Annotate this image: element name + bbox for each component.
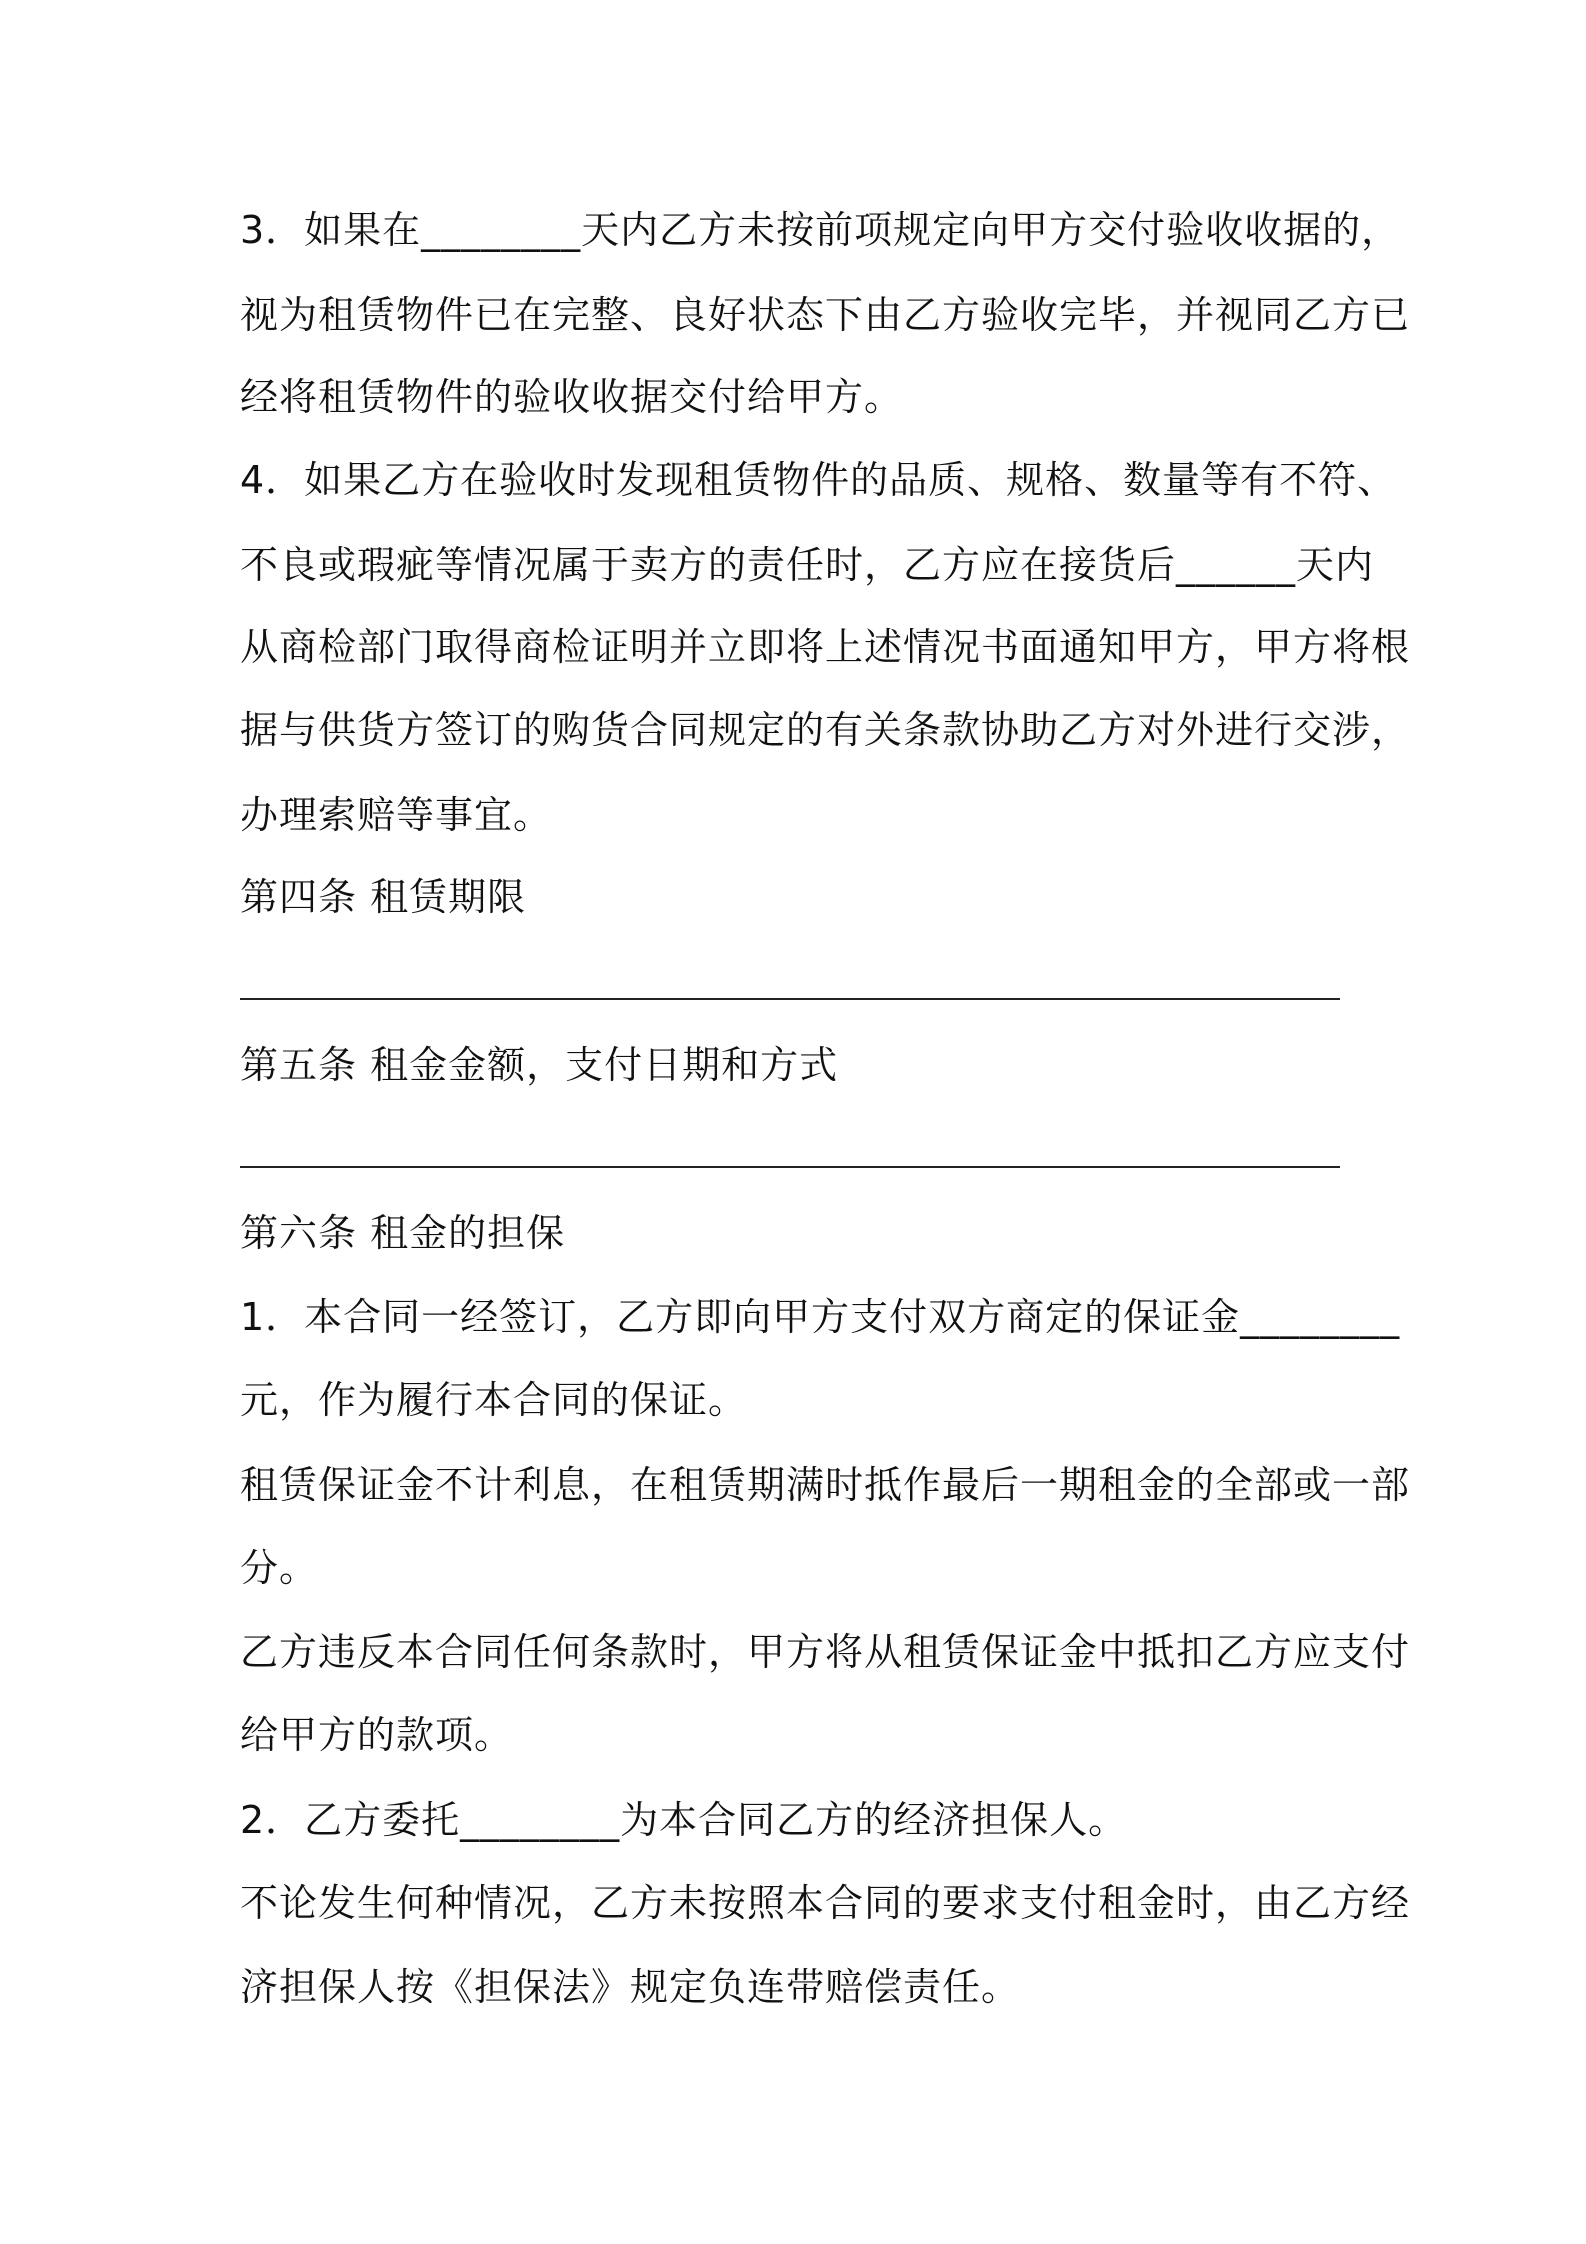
clause-3-line-2: 视为租赁物件已在完整、良好状态下由乙方验收完毕，并视同乙方已 <box>240 293 1411 337</box>
clause-4-line-2: 不良或瑕疵等情况属于卖方的责任时，乙方应在接货后______天内 <box>240 543 1375 587</box>
clause-4-line-1: 4．如果乙方在验收时发现租赁物件的品质、规格、数量等有不符、 <box>240 458 1397 502</box>
clause-6-2-line: 2．乙方委托________为本合同乙方的经济担保人。 <box>240 1798 1128 1842</box>
clause-3-line-1: 3．如果在________天内乙方未按前项规定向甲方交付验收收据的， <box>240 208 1401 252</box>
clause-4-line-4: 据与供货方签订的购货合同规定的有关条款协助乙方对外进行交涉， <box>240 708 1411 752</box>
guarantor-note-line-1: 不论发生何种情况，乙方未按照本合同的要求支付租金时，由乙方经 <box>240 1881 1411 1925</box>
article-5-heading: 第五条 租金金额，支付日期和方式 <box>240 1043 839 1087</box>
article-4-heading: 第四条 租赁期限 <box>240 875 527 919</box>
clause-4-line-5: 办理索赔等事宜。 <box>240 793 553 837</box>
clause-4-line-3: 从商检部门取得商检证明并立即将上述情况书面通知甲方，甲方将根 <box>240 625 1411 669</box>
clause-6-1-line-2: 元，作为履行本合同的保证。 <box>240 1378 748 1422</box>
clause-3-line-3: 经将租赁物件的验收收据交付给甲方。 <box>240 375 904 419</box>
deposit-note-line-1: 租赁保证金不计利息，在租赁期满时抵作最后一期租金的全部或一部 <box>240 1463 1411 1507</box>
clause-6-1-line-1: 1．本合同一经签订，乙方即向甲方支付双方商定的保证金________ <box>240 1295 1401 1339</box>
article-4-blank-line <box>240 998 1340 1000</box>
article-6-heading: 第六条 租金的担保 <box>240 1211 566 1255</box>
deposit-note-line-2: 分。 <box>240 1546 319 1590</box>
guarantor-note-line-2: 济担保人按《担保法》规定负连带赔偿责任。 <box>240 1965 1021 2009</box>
deduction-note-line-1: 乙方违反本合同任何条款时，甲方将从租赁保证金中抵扣乙方应支付 <box>240 1630 1411 1674</box>
article-5-blank-line <box>240 1166 1340 1168</box>
deduction-note-line-2: 给甲方的款项。 <box>240 1713 514 1757</box>
